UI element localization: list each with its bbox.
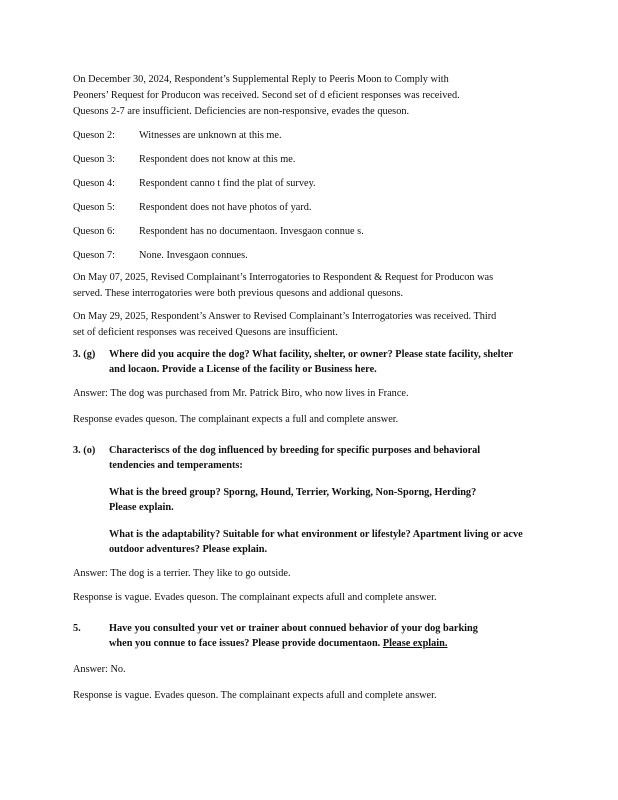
response-3g: Response evades queson. The complainant expects a full and complete answer.: [73, 414, 399, 425]
item-line: Please explain.: [109, 502, 174, 513]
question-response: Respondent canno t find the plat of survey.: [139, 178, 316, 189]
intro-paragraph: [73, 72, 593, 120]
question-response: Respondent does not have photos of yard.: [139, 202, 312, 213]
question-row: [73, 176, 593, 192]
question-label: Queson 4:: [73, 178, 116, 189]
item-line: What is the breed group? Sporng, Hound, Terrier, Working, Non-Sporng, Herding?: [109, 487, 477, 498]
paragraph-line: On May 29, 2025, Respondent’s Answer to Revised Complainant’s Interrogatories was received. Third: [73, 311, 497, 322]
item-number: 5.: [73, 623, 81, 634]
question-response: None. Invesgaon connues.: [139, 250, 248, 261]
item-line: tendencies and temperaments:: [109, 460, 243, 471]
document-page: [73, 72, 593, 704]
question-response: Witnesses are unknown at this me.: [139, 130, 282, 141]
question-label: Queson 2:: [73, 130, 116, 141]
question-label: Queson 7:: [73, 250, 116, 261]
may07-paragraph: [73, 270, 593, 302]
item-line: and locaon. Provide a License of the facility or Business here.: [109, 364, 377, 375]
question-row: [73, 152, 593, 168]
item-text: [109, 621, 593, 651]
item-line: What is the adaptability? Suitable for what environment or lifestyle? Apartment living or acve: [109, 529, 523, 540]
question-label: Queson 6:: [73, 226, 116, 237]
answer-5: Answer: No.: [73, 664, 126, 675]
item-line: outdoor adventures? Please explain.: [109, 544, 268, 555]
item-line: Where did you acquire the dog? What facility, shelter, or owner? Please state facility, shelter: [109, 349, 514, 360]
question-response: Respondent has no documentaon. Invesgaon connue s.: [139, 226, 364, 237]
answer-3g: Answer: The dog was purchased from Mr. Patrick Biro, who now lives in France.: [73, 388, 409, 399]
question-row: [73, 200, 593, 216]
sub-question-adaptability: [109, 527, 593, 557]
response-3o: Response is vague. Evades queson. The complainant expects afull and complete answer.: [73, 592, 437, 603]
interrogatory-3o: [73, 443, 593, 473]
question-row: [73, 224, 593, 240]
response-5: Response is vague. Evades queson. The complainant expects afull and complete answer.: [73, 690, 437, 701]
item-text: [109, 443, 593, 473]
sub-question-breed: [109, 485, 593, 515]
question-label: Queson 3:: [73, 154, 116, 165]
item-text: [109, 347, 593, 377]
question-list: [73, 128, 593, 264]
item-number: 3. (g): [73, 349, 96, 360]
underlined-request: Please explain.: [382, 638, 448, 649]
interrogatory-5: [73, 621, 593, 651]
paragraph-line: set of deficient responses was received Quesons are insufficient.: [73, 327, 338, 338]
question-response: Respondent does not know at this me.: [139, 154, 296, 165]
intro-line: Quesons 2-7 are insufficient. Deficiencies are non-responsive, evades the queson.: [73, 106, 410, 117]
interrogatory-3g: [73, 347, 593, 377]
item-line: [109, 636, 593, 651]
intro-line: On December 30, 2024, Respondent’s Supplemental Reply to Peeris Moon to Comply with: [73, 74, 449, 85]
answer-3o: Answer: The dog is a terrier. They like to go outside.: [73, 568, 291, 579]
item-line-part: when you connue to face issues? Please provide documentaon.: [109, 638, 383, 649]
item-line: Characteriscs of the dog influenced by breeding for specific purposes and behavioral: [109, 445, 481, 456]
item-number: 3. (o): [73, 445, 96, 456]
paragraph-line: served. These interrogatories were both previous quesons and addional quesons.: [73, 288, 404, 299]
paragraph-line: On May 07, 2025, Revised Complainant’s Interrogatories to Respondent & Request for Producon was: [73, 272, 494, 283]
question-label: Queson 5:: [73, 202, 116, 213]
question-row: [73, 128, 593, 144]
question-row: [73, 248, 593, 264]
may29-paragraph: [73, 309, 593, 341]
intro-line: Peoners’ Request for Producon was received. Second set of d eficient responses was received.: [73, 90, 460, 101]
item-line: Have you consulted your vet or trainer about connued behavior of your dog barking: [109, 623, 478, 634]
